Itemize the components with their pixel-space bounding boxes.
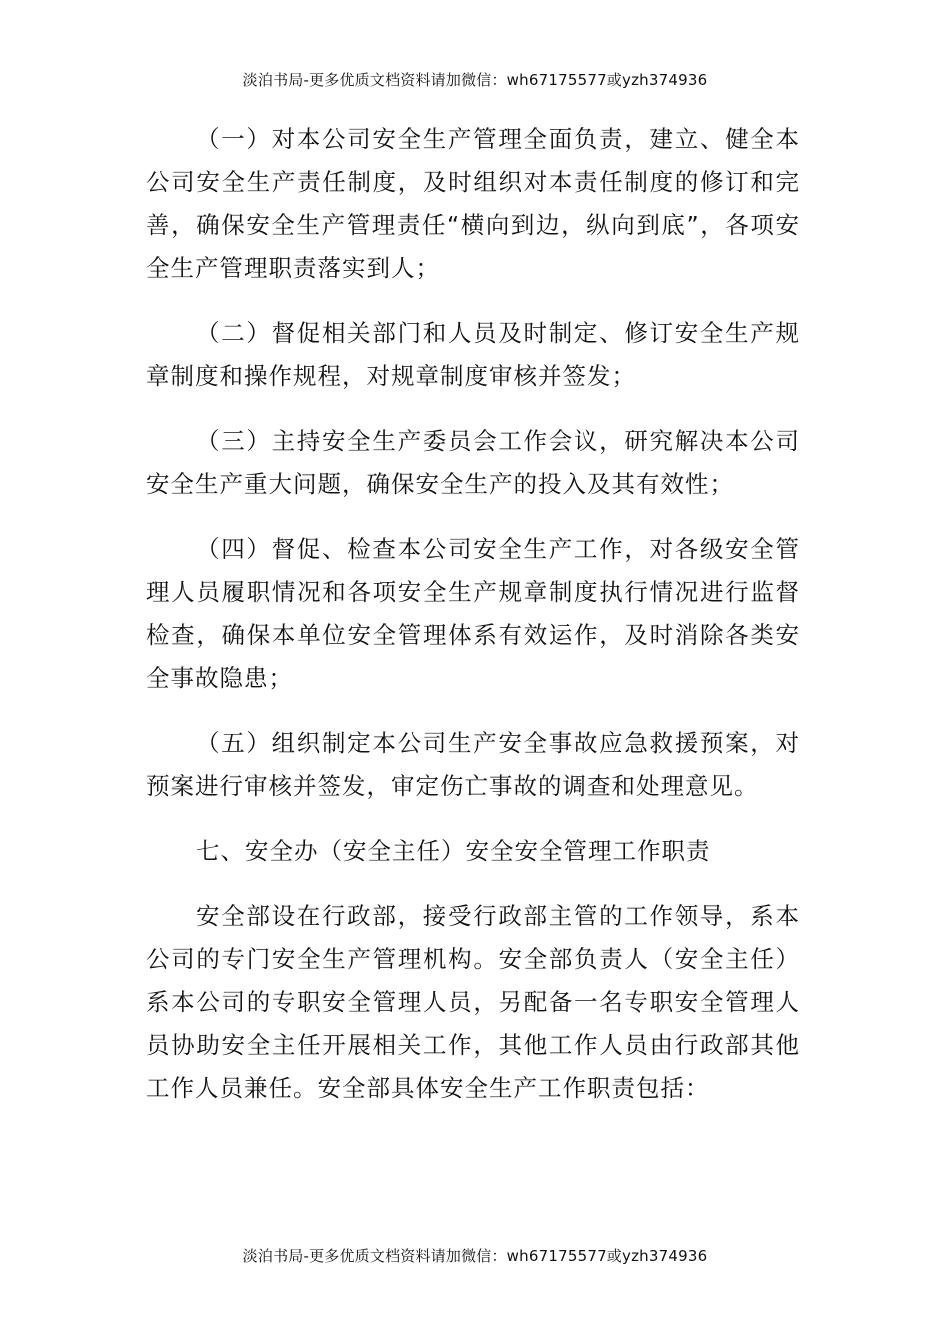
paragraph-item-4: （四）督促、检查本公司安全生产工作，对各级安全管理人员履职情况和各项安全生产规章制度执行情况进行监督检查，确保本单位安全管理体系有效运作，及时消除各类安全事故隐患；: [146, 535, 800, 692]
paragraph-item-3: （三）主持安全生产委员会工作会议，研究解决本公司安全生产重大问题，确保安全生产的投入及其有效性；: [146, 427, 800, 498]
paragraph-section-body: 安全部设在行政部，接受行政部主管的工作领导，系本公司的专门安全生产管理机构。安全部负责人（安全主任）系本公司的专职安全管理人员，另配备一名专职安全管理人员协助安全主任开展相关工作，其他工作人员由行政部其他工作人员兼任。安全部具体安全生产工作职责包括：: [146, 902, 800, 1102]
document-body: [146, 118, 800, 1132]
paragraph-item-1: （一）对本公司安全生产管理全面负责，建立、健全本公司安全生产责任制度，及时组织对本责任制度的修订和完善，确保安全生产管理责任“横向到边，纵向到底”，各项安全生产管理职责落实到人；: [146, 125, 800, 282]
paragraph-item-5: （五）组织制定本公司生产安全事故应急救援预案，对预案进行审核并签发，审定伤亡事故的调查和处理意见。: [146, 729, 800, 800]
page-header-watermark: 淡泊书局-更多优质文档资料请加微信：wh67175577或yzh374936: [242, 71, 708, 89]
paragraph-item-2: （二）督促相关部门和人员及时制定、修订安全生产规章制度和操作规程，对规章制度审核并签发；: [146, 319, 800, 390]
section-heading: 七、安全办（安全主任）安全安全管理工作职责: [196, 837, 711, 865]
page-footer-watermark: 淡泊书局-更多优质文档资料请加微信：wh67175577或yzh374936: [242, 1247, 708, 1265]
